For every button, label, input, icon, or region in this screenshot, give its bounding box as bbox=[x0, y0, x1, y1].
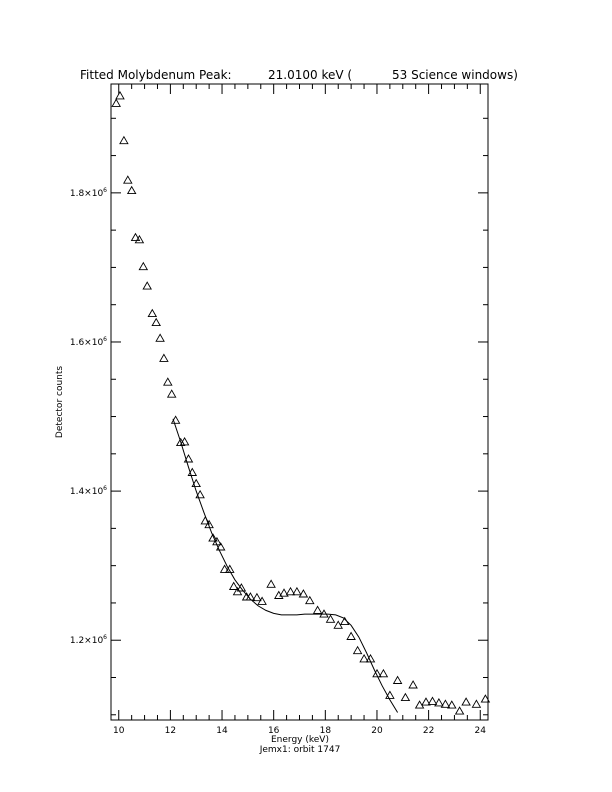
data-point bbox=[267, 580, 275, 587]
data-point bbox=[152, 319, 160, 326]
data-point bbox=[306, 597, 314, 604]
data-point bbox=[135, 236, 143, 243]
data-point bbox=[120, 137, 128, 144]
chart-title-energy: 21.0100 keV ( bbox=[268, 68, 353, 82]
x-axis-label: Energy (keV) bbox=[271, 735, 329, 745]
y-axis-label: Detector counts bbox=[55, 365, 65, 439]
data-point bbox=[456, 707, 464, 714]
data-point bbox=[394, 677, 402, 684]
chart-title-windows: 53 Science windows) bbox=[392, 68, 518, 82]
y-tick-label: $1.4\times 10^6$ bbox=[69, 485, 107, 498]
data-point bbox=[462, 698, 470, 705]
data-point bbox=[112, 99, 120, 106]
data-point bbox=[472, 700, 480, 707]
data-point bbox=[354, 647, 362, 654]
x-tick-label: 18 bbox=[319, 726, 332, 736]
plot-frame bbox=[111, 84, 488, 720]
x-tick-label: 24 bbox=[474, 726, 486, 736]
data-point bbox=[139, 263, 147, 270]
data-point bbox=[124, 176, 132, 183]
chart-title: Fitted Molybdenum Peak: bbox=[80, 68, 232, 82]
x-tick-label: 16 bbox=[267, 726, 280, 736]
data-point bbox=[116, 92, 124, 99]
fit-curve bbox=[173, 419, 398, 713]
x-tick-label: 10 bbox=[113, 726, 125, 736]
data-point bbox=[401, 694, 409, 701]
data-point bbox=[148, 310, 156, 317]
x-tick-label: 14 bbox=[216, 726, 228, 736]
y-tick-label: $1.6\times 10^6$ bbox=[69, 335, 107, 348]
data-point bbox=[230, 583, 238, 590]
data-point bbox=[168, 390, 176, 397]
data-point bbox=[128, 187, 136, 194]
data-point bbox=[172, 416, 180, 423]
x-axis-sublabel: Jemx1: orbit 1747 bbox=[259, 745, 341, 755]
data-point bbox=[164, 378, 172, 385]
data-point bbox=[409, 681, 417, 688]
data-point bbox=[314, 606, 322, 613]
axis-ticks bbox=[70, 84, 488, 736]
data-point bbox=[429, 697, 437, 704]
x-tick-label: 20 bbox=[371, 726, 383, 736]
fit-curve-group bbox=[173, 419, 398, 713]
x-tick-label: 22 bbox=[422, 726, 435, 736]
data-point bbox=[347, 633, 355, 640]
y-tick-label: $1.8\times 10^6$ bbox=[69, 186, 107, 199]
x-tick-label: 12 bbox=[164, 726, 177, 736]
data-point bbox=[156, 334, 164, 341]
data-point bbox=[143, 282, 151, 289]
data-point bbox=[160, 354, 168, 361]
y-tick-label: $1.2\times 10^6$ bbox=[69, 634, 107, 647]
data-points bbox=[112, 92, 489, 714]
